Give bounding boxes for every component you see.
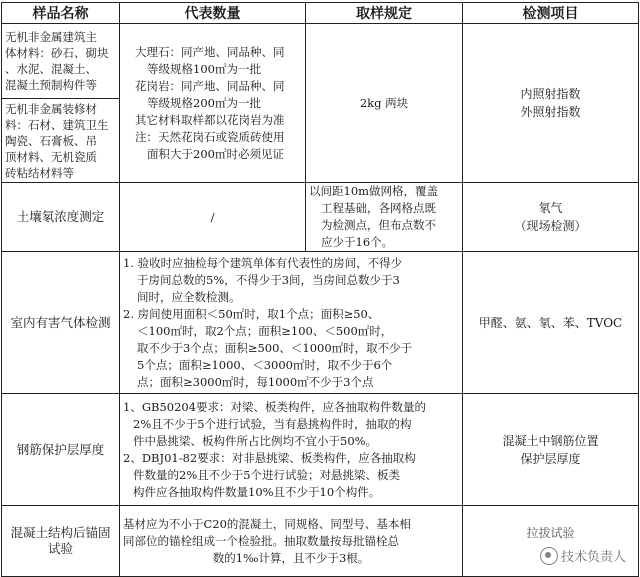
test-items-indoor-gas: 甲醛、氨、氡、苯、TVOC [463,252,639,394]
sample-name-rebar-cover: 钢筋保护层厚度 [2,394,120,506]
sampling-rule-stone: 2kg 两块 [306,24,463,183]
table-row [2,394,639,506]
quantity-indoor-gas: 1. 验收时应抽检每个建筑单体有代表性的房间，不得少 于房间总数的5%，不得少于3间，当房间总数少于3 间时，应全数检测。 2. 房间使用面积＜50㎡时，取1个点；面积≥50、 ＜100㎡时，取2个点；面积≥100、＜500㎡时， 取不少于3个点；面积≥500、＜1000㎡时，取不少于 5个点；面积≥1000、＜3000㎡时，取不少于6个 点；面积≥3000㎡时，每1000㎡不少于3个点 [120,252,463,394]
sample-name-main-materials: 无机非金属建筑主 体材料：砂石、砌块 、水泥、混凝土、 混凝土预制构件等 [2,24,120,99]
sample-name-indoor-gas: 室内有害气体检测 [2,252,120,394]
quantity-stone: 大理石：同产地、同品种、同 等级规格100㎡为一批 花岗岩：同产地、同品种、同 等级规格200㎡为一批 其它材料取样都以花岗岩为准 注：天然花岗石或瓷质砖使用 面积大于200㎡时必须见证 [120,24,306,183]
sample-name-decor-materials: 无机非金属装修材 料：石材、建筑卫生 陶瓷、石膏板、吊 顶材料、无机瓷质 砖粘结材料等 [2,99,120,183]
test-items-radiation: 内照射指数 外照射指数 [463,24,639,183]
quantity-post-anchor: 基材应为不小于C20的混凝土，同规格、同型号、基本相 同部位的锚栓组成一个检验批。抽取数量按每批锚栓总 数的1‰计算，且不少于3根。 [120,506,463,577]
sample-name-radon: 土壤氡浓度测定 [2,183,120,252]
table-row [2,24,639,99]
quantity-radon: / [120,183,306,252]
sample-name-post-anchor: 混凝土结构后锚固 试验 [2,506,120,577]
table-row [2,252,639,394]
sampling-rule-radon: 以间距10m做网格，覆盖 工程基础，各网格点既 为检测点，但布点数不 应少于16个。 [306,183,463,252]
header-sampling-rule: 取样规定 [306,3,463,24]
watermark [540,546,626,565]
wechat-channel-icon [540,547,558,565]
watermark-text: 技术负责人 [560,550,626,565]
quantity-rebar-cover: 1、GB50204要求：对梁、板类构件，应各抽取构件数量的 2%且不少于5个进行试验，当有悬挑构件时，抽取的构 件中悬挑梁、板构件所占比例均不宜小于50%。 2、DBJ01-82要求：对非悬挑梁、板类构件，应各抽取构 件数量的2%且不少于5个进行试验；对悬挑梁、板类 构件应各抽取构件数量10%且不少于10个构件。 [120,394,463,506]
header-row [2,3,639,24]
header-test-items: 检测项目 [463,3,639,24]
header-sample-name: 样品名称 [2,3,120,24]
test-items-post-anchor: 拉拔试验 [463,506,639,577]
table-row [2,183,639,252]
header-quantity: 代表数量 [120,3,306,24]
sampling-table [1,2,639,577]
table-row [2,506,639,577]
test-items-radon: 氡气 （现场检测） [463,183,639,252]
test-items-rebar-cover: 混凝土中钢筋位置 保护层厚度 [463,394,639,506]
